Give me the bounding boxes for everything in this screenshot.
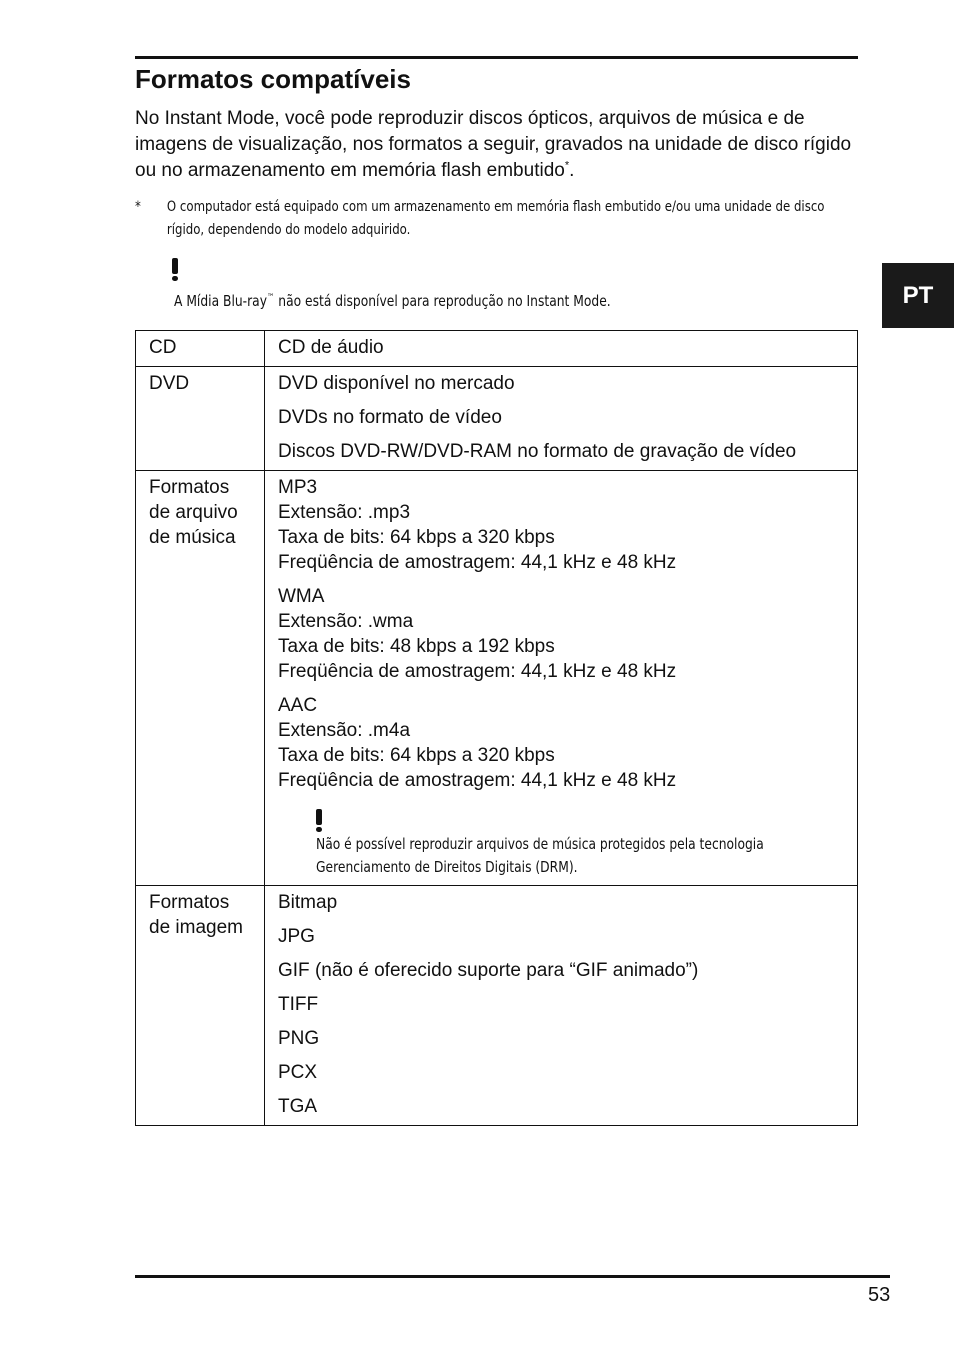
table-row-music (136, 471, 858, 886)
language-tab-pt: PT (882, 263, 954, 328)
format-line: AAC (278, 695, 318, 716)
blu-ray-note-text-a: A Mídia Blu-ray (174, 292, 267, 310)
format-line: Freqüência de amostragem: 44,1 kHz e 48 kHz (278, 661, 677, 682)
drm-note-text: Não é possível reproduzir arquivos de música protegidos pela tecnologia Gerenciamento de Direitos Digitais (DRM). (316, 835, 764, 876)
format-line: Taxa de bits: 64 kbps a 320 kbps (278, 745, 555, 766)
format-line: WMA (278, 586, 325, 607)
format-line: Taxa de bits: 64 kbps a 320 kbps (278, 527, 555, 548)
row-content (265, 471, 858, 886)
format-entry: JPG (278, 926, 315, 947)
format-line: MP3 (278, 477, 318, 498)
format-entry: PNG (278, 1028, 320, 1049)
exclamation-icon (316, 809, 322, 831)
table-row-image (136, 886, 858, 1126)
exclamation-icon (172, 258, 178, 280)
format-entry: TIFF (278, 994, 319, 1015)
page-title: Formatos compatíveis (135, 64, 411, 94)
format-entry-wma (278, 584, 845, 684)
row-label: Formatos de arquivo de música (136, 471, 265, 886)
format-entry: TGA (278, 1096, 318, 1117)
format-line: Freqüência de amostragem: 44,1 kHz e 48 kHz (278, 552, 677, 573)
table-row-dvd (136, 367, 858, 471)
row-label: Formatos de imagem (136, 886, 265, 1126)
format-entry: Discos DVD-RW/DVD-RAM no formato de gravação de vídeo (278, 441, 797, 462)
footnote-text: O computador está equipado com um armazenamento em memória flash embutido e/ou uma unidade de disco rígido, dependendo do modelo adquirido. (166, 199, 825, 238)
row-content (265, 886, 858, 1126)
intro-end: . (569, 160, 575, 181)
row-label: DVD (136, 367, 265, 471)
format-entry: PCX (278, 1062, 318, 1083)
format-line: Extensão: .wma (278, 611, 414, 632)
format-entry: Bitmap (278, 892, 338, 913)
intro-text: No Instant Mode, você pode reproduzir discos ópticos, arquivos de música e de imagens de visualização, nos formatos a seguir, gravados na unidade de disco rígido ou no armazenamento em memória flash embutido (135, 108, 852, 181)
footnote-reference: * (564, 159, 570, 172)
row-label: CD (136, 331, 265, 367)
top-rule (135, 56, 858, 59)
footnote-marker: * (135, 199, 141, 215)
format-entry: DVDs no formato de vídeo (278, 407, 502, 428)
format-entry: CD de áudio (278, 337, 384, 358)
format-line: Taxa de bits: 48 kbps a 192 kbps (278, 636, 555, 657)
format-line: Extensão: .mp3 (278, 502, 411, 523)
format-line: Freqüência de amostragem: 44,1 kHz e 48 kHz (278, 770, 677, 791)
intro-paragraph (135, 106, 865, 184)
trademark-symbol: ™ (266, 293, 275, 303)
table-row-cd (136, 331, 858, 367)
row-content (265, 331, 858, 367)
bottom-rule (135, 1275, 890, 1278)
page-number: 53 (868, 1284, 891, 1306)
formats-table (135, 330, 858, 1126)
format-entry-aac (278, 693, 845, 793)
format-entry-mp3 (278, 475, 845, 575)
format-entry: GIF (não é oferecido suporte para “GIF animado”) (278, 960, 699, 981)
blu-ray-note (174, 287, 611, 312)
blu-ray-note-text-b: não está disponível para reprodução no Instant Mode. (274, 292, 611, 310)
footnote (135, 196, 825, 242)
format-entry: DVD disponível no mercado (278, 373, 515, 394)
format-line: Extensão: .m4a (278, 720, 411, 741)
drm-note (316, 809, 845, 879)
row-content (265, 367, 858, 471)
